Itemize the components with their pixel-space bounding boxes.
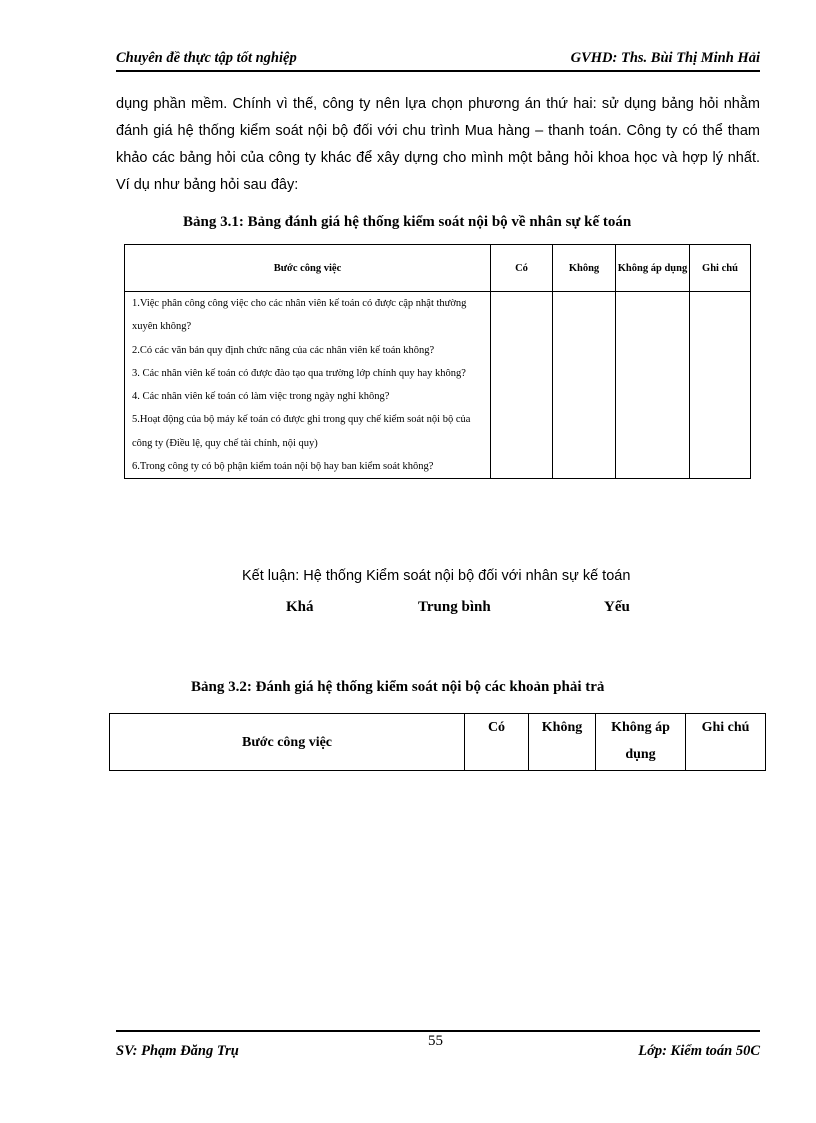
table2 (109, 713, 766, 771)
table1-header-yes: Có (491, 245, 553, 292)
conclusion-text: Kết luận: Hệ thống Kiểm soát nội bộ đối với nhân sự kế toán (242, 568, 631, 584)
option-trung-binh: Trung bình (418, 599, 491, 615)
list-item: 3. Các nhân viên kế toán có được đào tạo qua trường lớp chính quy hay không? (132, 367, 466, 379)
table2-caption: Bảng 3.2: Đánh giá hệ thống kiểm soát nội bộ các khoản phải trả (191, 679, 605, 695)
table1-header-no: Không (553, 245, 616, 292)
table1-header-na: Không áp dụng (616, 245, 690, 292)
footer-right: Lớp: Kiểm toán 50C (638, 1043, 760, 1059)
footer-left: SV: Phạm Đăng Trụ (116, 1043, 239, 1059)
page-header (116, 48, 760, 72)
list-item: 6.Trong công ty có bộ phận kiểm toán nội bộ hay ban kiểm soát không? (132, 461, 434, 473)
table2-header-note: Ghi chú (686, 714, 766, 771)
table1-questions-cell (125, 292, 491, 479)
table1-note-cell[interactable] (690, 292, 751, 479)
table1-header-row (125, 245, 751, 292)
body-paragraph: dụng phần mềm. Chính vì thế, công ty nên lựa chọn phương án thứ hai: sử dụng bảng hỏi nhằm đánh giá hệ thống kiểm soát nội bộ đối với chu trình Mua hàng – thanh toán. Công ty có thể tham khảo các bảng hỏi của công ty khác để xây dựng cho mình một bảng hỏi khoa học và hợp lý nhất. Ví dụ như bảng hỏi sau đây: (116, 96, 760, 193)
table1-no-cell[interactable] (553, 292, 616, 479)
header-left: Chuyên đề thực tập tốt nghiệp (116, 50, 297, 66)
table-row (125, 292, 751, 479)
option-kha: Khá (286, 599, 314, 615)
table2-header-step: Bước công việc (110, 714, 465, 771)
table2-header-na: Không áp dụng (596, 714, 686, 771)
page-number: 55 (428, 1033, 443, 1049)
footer-rule (116, 1030, 760, 1032)
list-item: 4. Các nhân viên kế toán có làm việc trong ngày nghỉ không? (132, 391, 390, 403)
table2-header-no: Không (529, 714, 596, 771)
table1-yes-cell[interactable] (491, 292, 553, 479)
list-item: 5.Hoạt động của bộ máy kế toán có được ghi trong quy chế kiểm soát nội bộ của công ty (Điều lệ, quy chế tài chính, nội quy) (132, 414, 471, 449)
table1-header-step: Bước công việc (125, 245, 491, 292)
table1 (124, 244, 751, 479)
list-item: 2.Có các văn bản quy định chức năng của các nhân viên kế toán không? (132, 344, 435, 356)
table1-caption: Bảng 3.1: Bảng đánh giá hệ thống kiểm soát nội bộ về nhân sự kế toán (183, 214, 632, 230)
option-yeu: Yếu (604, 599, 630, 615)
table2-header-yes: Có (465, 714, 529, 771)
table1-header-note: Ghi chú (690, 245, 751, 292)
header-right: GVHD: Ths. Bùi Thị Minh Hải (570, 50, 760, 66)
list-item: 1.Việc phân công công việc cho các nhân viên kế toán có được cập nhật thường xuyên không? (132, 298, 467, 333)
table2-header-row (110, 714, 766, 771)
table1-na-cell[interactable] (616, 292, 690, 479)
